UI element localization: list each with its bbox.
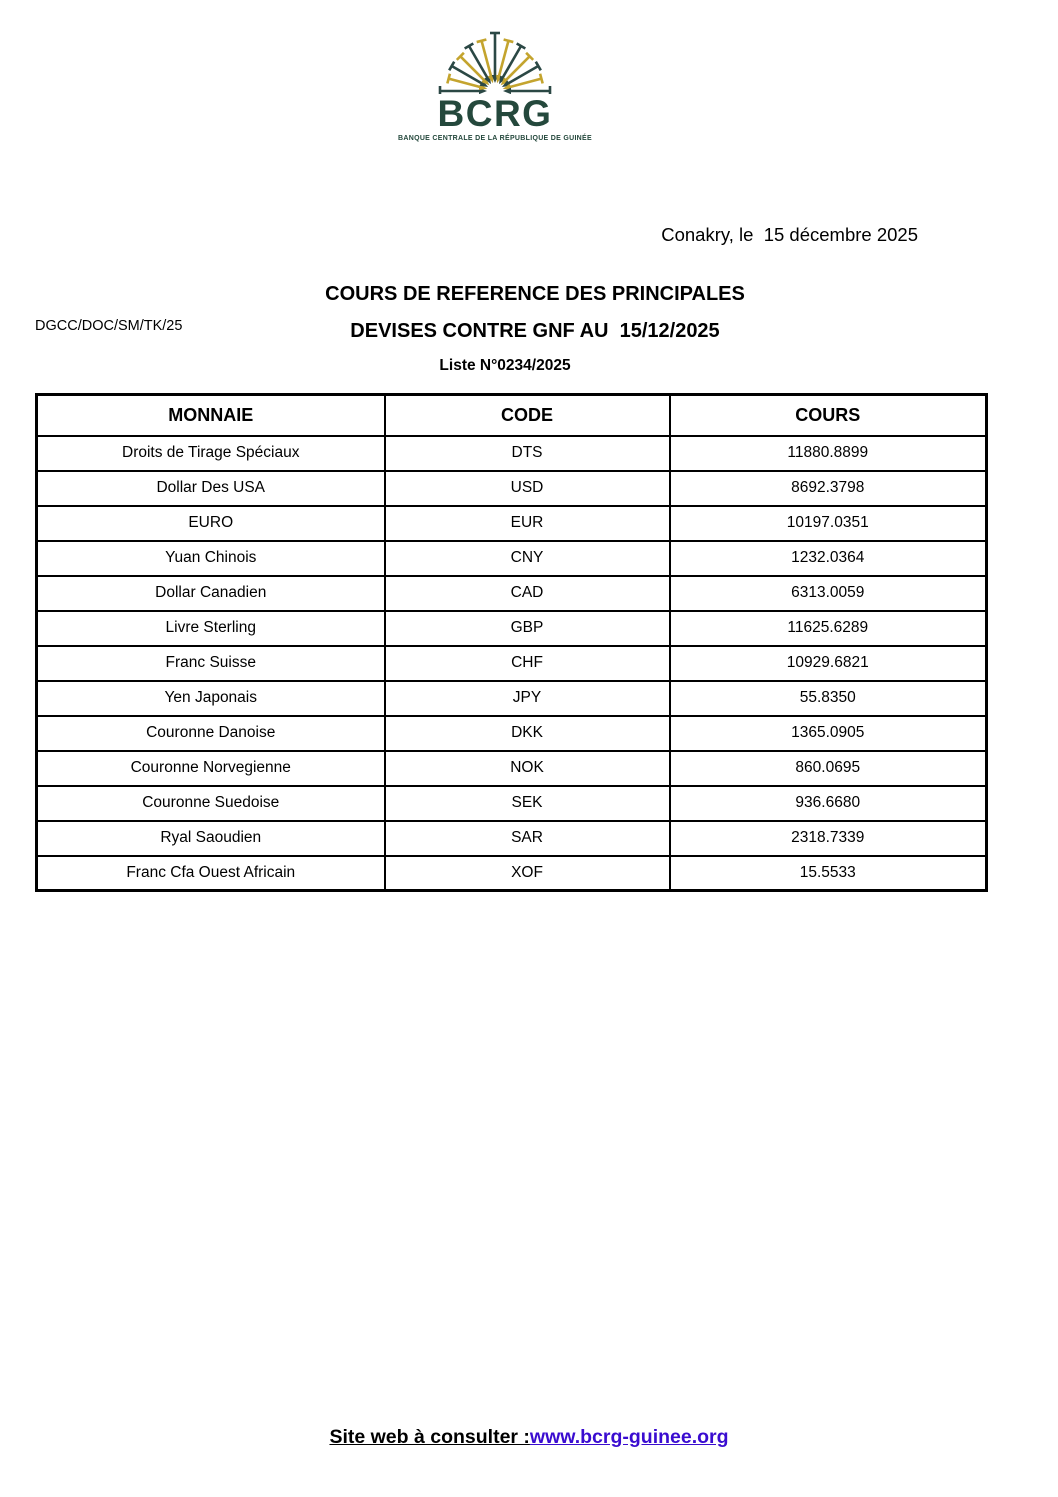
currency-code-cell: DKK xyxy=(385,716,670,751)
currency-name-cell: Couronne Suedoise xyxy=(37,786,385,821)
currency-name-cell: Franc Cfa Ouest Africain xyxy=(37,856,385,891)
table-row xyxy=(37,506,987,541)
currency-name-cell: Yen Japonais xyxy=(37,681,385,716)
list-number: Liste N°0234/2025 xyxy=(439,357,571,374)
currency-name-cell: EURO xyxy=(37,506,385,541)
table-header-row xyxy=(37,395,987,436)
rate-cell: 1232.0364 xyxy=(670,541,987,576)
currency-code-cell: JPY xyxy=(385,681,670,716)
rate-cell: 6313.0059 xyxy=(670,576,987,611)
currency-name-cell: Droits de Tirage Spéciaux xyxy=(37,436,385,471)
currency-name-cell: Ryal Saoudien xyxy=(37,821,385,856)
rate-cell: 2318.7339 xyxy=(670,821,987,856)
header-cours: COURS xyxy=(670,395,987,436)
currency-code-cell: CNY xyxy=(385,541,670,576)
header-code: CODE xyxy=(385,395,670,436)
table-row xyxy=(37,541,987,576)
website-link[interactable]: www.bcrg-guinee.org xyxy=(529,1426,729,1448)
currency-code-cell: CAD xyxy=(385,576,670,611)
rate-cell: 860.0695 xyxy=(670,751,987,786)
currency-code-cell: DTS xyxy=(385,436,670,471)
exchange-rates-table xyxy=(35,393,988,892)
currency-code-cell: SEK xyxy=(385,786,670,821)
table-row xyxy=(37,611,987,646)
currency-name-cell: Couronne Norvegienne xyxy=(37,751,385,786)
table-row xyxy=(37,471,987,506)
rate-cell: 55.8350 xyxy=(670,681,987,716)
rate-cell: 8692.3798 xyxy=(670,471,987,506)
rate-cell: 10929.6821 xyxy=(670,646,987,681)
header-monnaie: MONNAIE xyxy=(37,395,385,436)
table-row xyxy=(37,646,987,681)
currency-code-cell: USD xyxy=(385,471,670,506)
currency-code-cell: EUR xyxy=(385,506,670,541)
bcrg-rays-icon xyxy=(425,28,565,94)
table-row xyxy=(37,821,987,856)
logo-subtitle: BANQUE CENTRALE DE LA RÉPUBLIQUE DE GUINÉE xyxy=(398,135,592,142)
rate-cell: 1365.0905 xyxy=(670,716,987,751)
logo-wordmark: BCRG xyxy=(437,93,553,134)
reference-code: DGCC/DOC/SM/TK/25 xyxy=(35,318,183,334)
table-row xyxy=(37,751,987,786)
currency-name-cell: Couronne Danoise xyxy=(37,716,385,751)
table-row xyxy=(37,716,987,751)
document-title-line2: DEVISES CONTRE GNF AU 15/12/2025 xyxy=(350,320,720,342)
table-row xyxy=(37,436,987,471)
rate-cell: 936.6680 xyxy=(670,786,987,821)
currency-code-cell: XOF xyxy=(385,856,670,891)
rate-cell: 11880.8899 xyxy=(670,436,987,471)
currency-name-cell: Dollar Des USA xyxy=(37,471,385,506)
rate-cell: 10197.0351 xyxy=(670,506,987,541)
document-title-line1: COURS DE REFERENCE DES PRINCIPALES xyxy=(325,283,745,305)
rate-cell: 15.5533 xyxy=(670,856,987,891)
currency-name-cell: Franc Suisse xyxy=(37,646,385,681)
footer xyxy=(0,1426,1058,1449)
bcrg-logo xyxy=(398,28,592,142)
currency-name-cell: Yuan Chinois xyxy=(37,541,385,576)
rate-cell: 11625.6289 xyxy=(670,611,987,646)
currency-name-cell: Livre Sterling xyxy=(37,611,385,646)
currency-name-cell: Dollar Canadien xyxy=(37,576,385,611)
currency-code-cell: CHF xyxy=(385,646,670,681)
table-row xyxy=(37,576,987,611)
table-row xyxy=(37,856,987,891)
footer-label: Site web à consulter : xyxy=(329,1426,530,1448)
table-row xyxy=(37,786,987,821)
place-date: Conakry, le 15 décembre 2025 xyxy=(661,224,918,245)
table-row xyxy=(37,681,987,716)
currency-code-cell: SAR xyxy=(385,821,670,856)
currency-code-cell: NOK xyxy=(385,751,670,786)
currency-code-cell: GBP xyxy=(385,611,670,646)
